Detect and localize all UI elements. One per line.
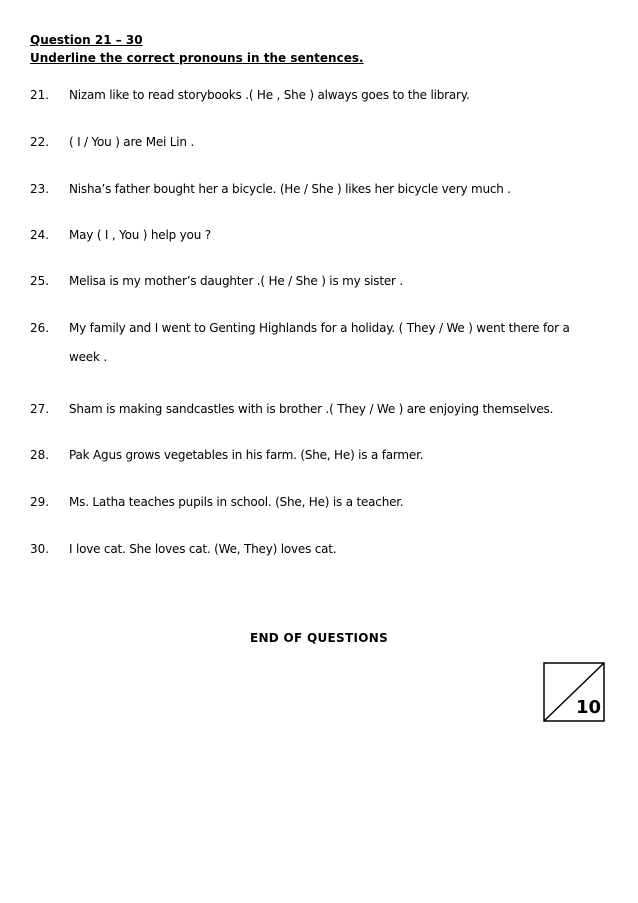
question-number: 24. xyxy=(30,228,50,242)
question-number: 22. xyxy=(30,135,50,149)
section-header xyxy=(30,31,364,67)
question-text: Pak Agus grows vegetables in his farm. (She, He) is a farmer. xyxy=(69,448,424,462)
question-text: May ( I , You ) help you ? xyxy=(69,228,211,242)
question-text: Melisa is my mother’s daughter .( He / She ) is my sister . xyxy=(69,274,404,288)
question-text: Ms. Latha teaches pupils in school. (She, He) is a teacher. xyxy=(69,495,404,509)
question-text: I love cat. She loves cat. (We, They) loves cat. xyxy=(69,542,337,556)
section-instruction: Underline the correct pronouns in the sentences. xyxy=(30,51,364,65)
question-number: 29. xyxy=(30,495,50,509)
question-number: 23. xyxy=(30,182,50,196)
question-number: 25. xyxy=(30,274,50,288)
question-text: ( I / You ) are Mei Lin . xyxy=(69,135,195,149)
question-text: My family and I went to Genting Highlands for a holiday. ( They / We ) went there for a xyxy=(69,321,570,335)
question-text: Nisha’s father bought her a bicycle. (He / She ) likes her bicycle very much . xyxy=(69,182,511,196)
question-number: 27. xyxy=(30,402,50,416)
question-number: 28. xyxy=(30,448,50,462)
score-box xyxy=(543,662,605,722)
question-number: 30. xyxy=(30,542,50,556)
question-number: 21. xyxy=(30,88,50,102)
question-text: Sham is making sandcastles with is brother .( They / We ) are enjoying themselves. xyxy=(69,402,554,416)
score-max: 10 xyxy=(575,697,601,718)
question-text: Nizam like to read storybooks .( He , She ) always goes to the library. xyxy=(69,88,470,102)
question-text-continuation: week . xyxy=(69,350,107,364)
end-of-questions: END OF QUESTIONS xyxy=(249,631,389,645)
question-number: 26. xyxy=(30,321,50,335)
section-title: Question 21 – 30 xyxy=(30,33,143,47)
